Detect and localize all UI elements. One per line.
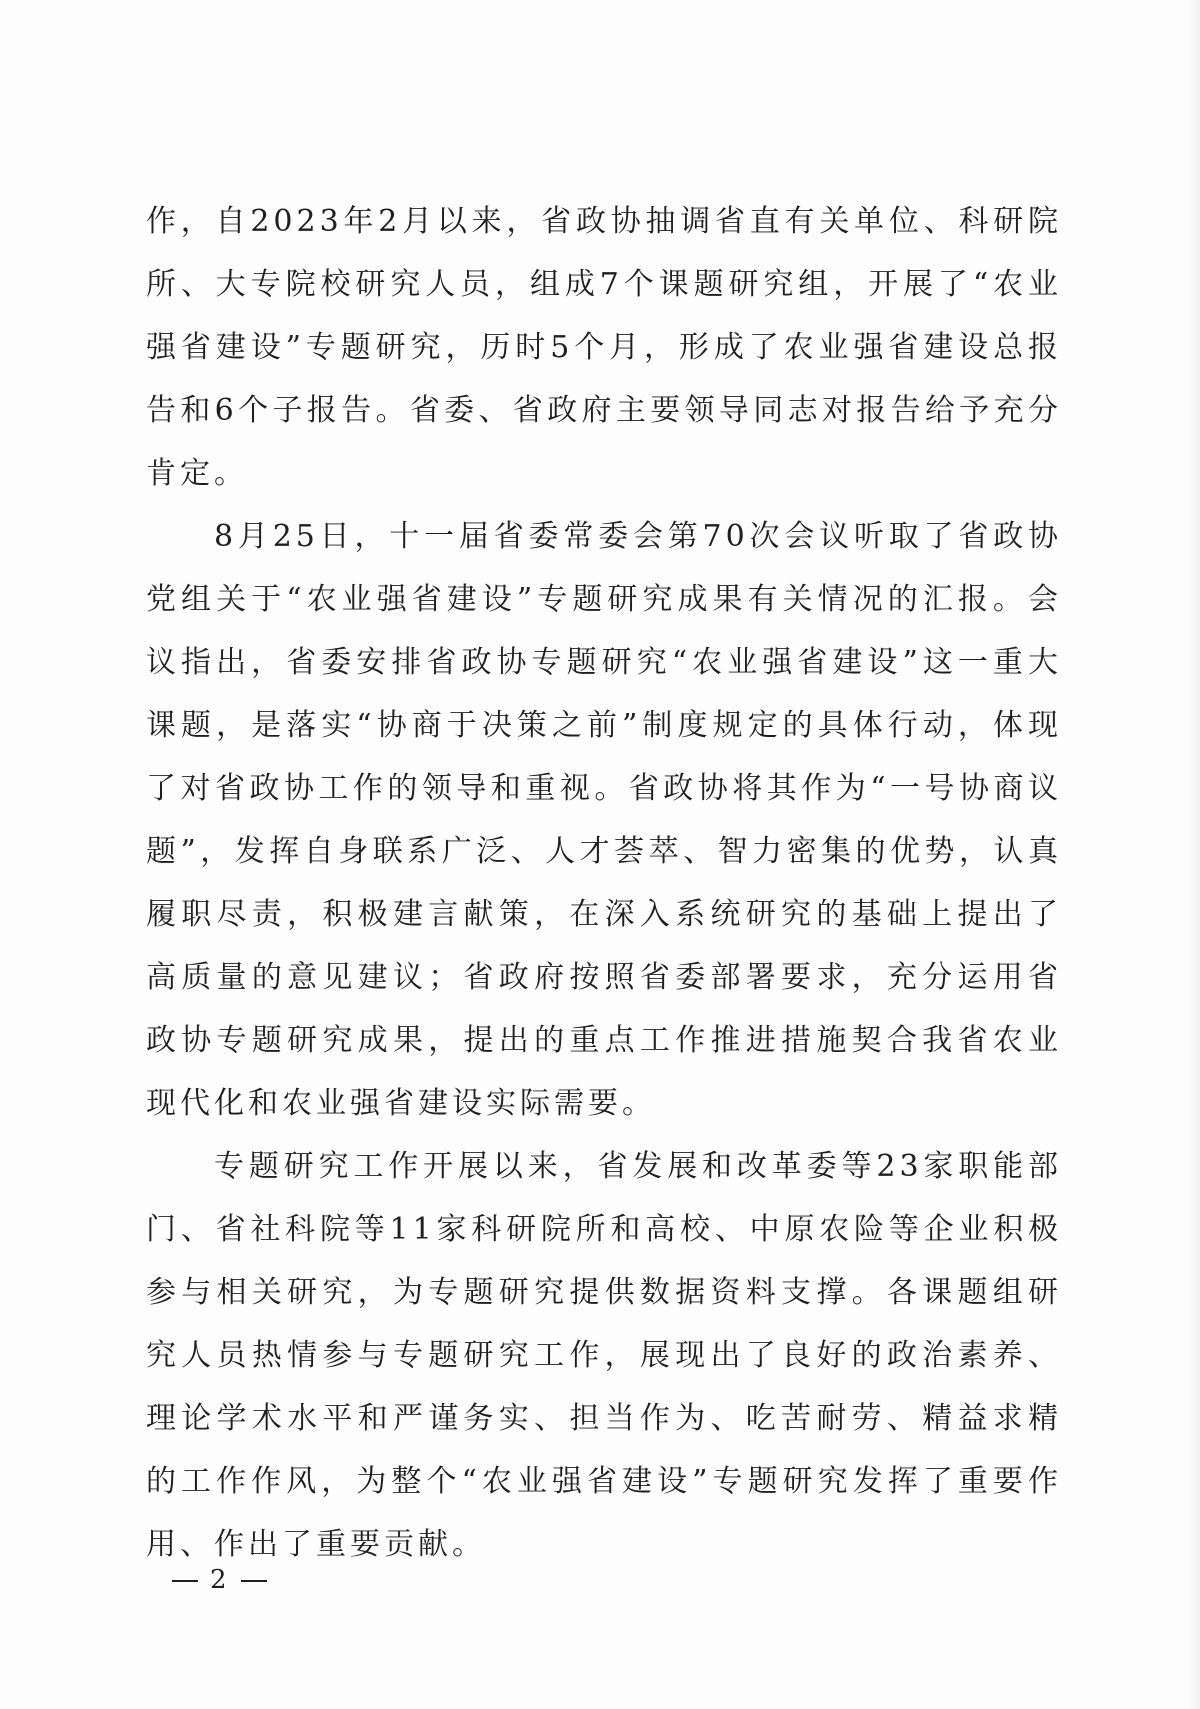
page-number: 2 <box>210 1565 229 1595</box>
page-footer <box>160 1565 279 1595</box>
dash-left <box>172 1580 198 1582</box>
paragraph-meeting: 8月25日，十一届省委常委会第70次会议听取了省政协党组关于“农业强省建设”专题研究成果有关情况的汇报。会议指出，省委安排省政协专题研究“农业强省建设”这一重大课题，是落实“协商于决策之前”制度规定的具体行动，体现了对省政协工作的领导和重视。省政协将其作为“一号协商议题”，发挥自身联系广泛、人才荟萃、智力密集的优势，认真履职尽责，积极建言献策，在深入系统研究的基础上提出了高质量的意见建议；省政府按照省委部署要求，充分运用省政协专题研究成果，提出的重点工作推进措施契合我省农业现代化和农业强省建设实际需要。 <box>146 519 1062 1121</box>
dash-right <box>241 1580 267 1582</box>
paragraph-participation: 专题研究工作开展以来，省发展和改革委等23家职能部门、省社科院等11家科研院所和高校、中原农险等企业积极参与相关研究，为专题研究提供数据资料支撑。各课题组研究人员热情参与专题研究工作，展现出了良好的政治素养、理论学术水平和严谨务实、担当作为、吃苦耐劳、精益求精的工作作风，为整个“农业强省建设”专题研究发挥了重要作用、作出了重要贡献。 <box>146 1149 1062 1562</box>
body-text <box>146 190 1062 1576</box>
scan-edge-shadow <box>1188 0 1200 1709</box>
paragraph-continuation: 作，自2023年2月以来，省政协抽调省直有关单位、科研院所、大专院校研究人员，组成7个课题研究组，开展了“农业强省建设”专题研究，历时5个月，形成了农业强省建设总报告和6个子报告。省委、省政府主要领导同志对报告给予充分肯定。 <box>146 204 1062 491</box>
